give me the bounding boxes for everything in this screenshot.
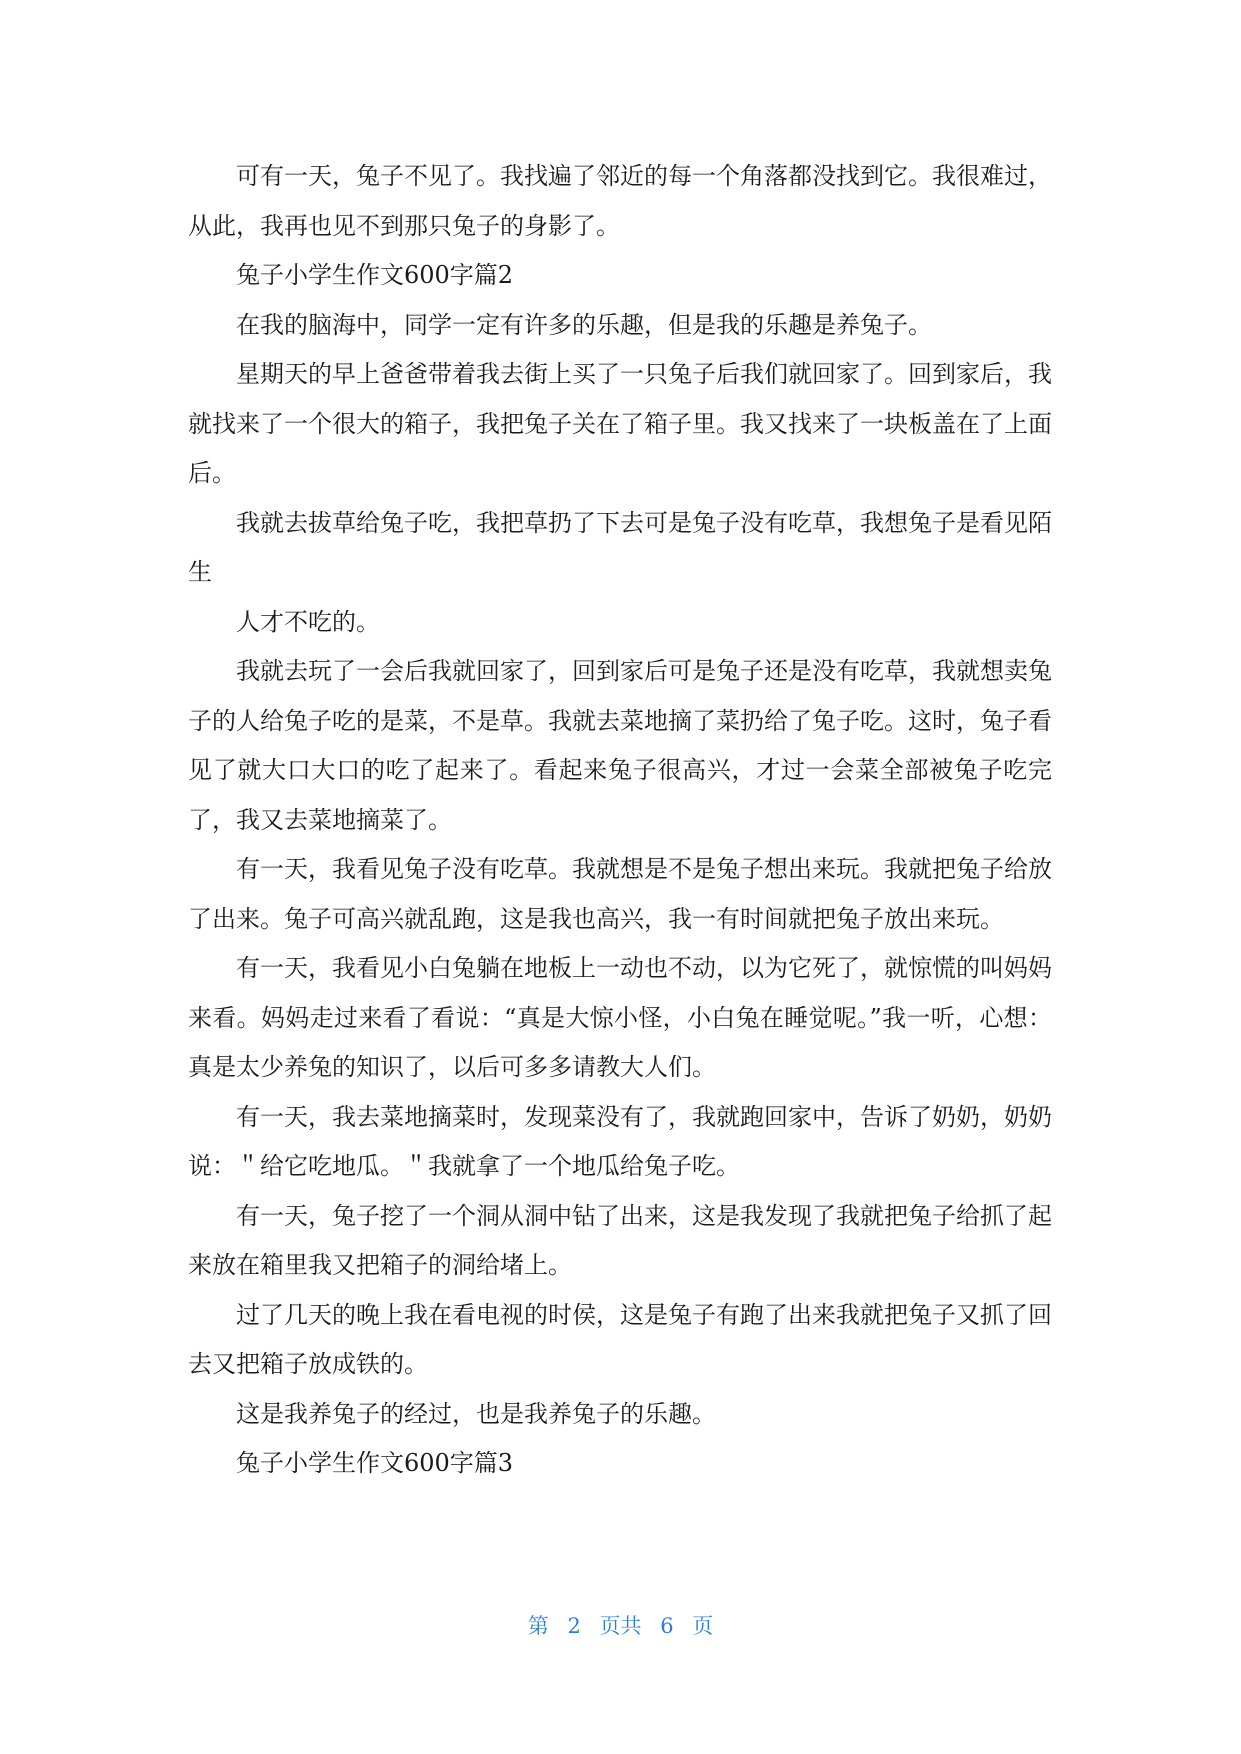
paragraph: 星期天的早上爸爸带着我去街上买了一只兔子后我们就回家了。回到家后，我就找来了一个很大的箱子，我把兔子关在了箱子里。我又找来了一块板盖在了上面后。 bbox=[188, 360, 1052, 487]
section-heading: 兔子小学生作文600字篇2 bbox=[236, 261, 514, 289]
paragraph: 我就去拔草给兔子吃，我把草扔了下去可是兔子没有吃草，我想兔子是看见陌生 bbox=[188, 508, 1052, 586]
footer-current-page: 2 bbox=[567, 1614, 581, 1638]
paragraph: 有一天，我去菜地摘菜时，发现菜没有了，我就跑回家中，告诉了奶奶，奶奶说：＂给它吃地瓜。＂我就拿了一个地瓜给兔子吃。 bbox=[188, 1102, 1052, 1180]
paragraph: 我就去玩了一会后我就回家了，回到家后可是兔子还是没有吃草，我就想卖兔子的人给兔子吃的是菜，不是草。我就去菜地摘了菜扔给了兔子吃。这时，兔子看见了就大口大口的吃了起来了。看起来兔子很高兴，才过一会菜全部被兔子吃完了，我又去菜地摘菜了。 bbox=[188, 657, 1052, 834]
footer-suffix: 页 bbox=[692, 1614, 714, 1638]
paragraph: 过了几天的晚上我在看电视的时侯，这是兔子有跑了出来我就把兔子又抓了回去又把箱子放成铁的。 bbox=[188, 1300, 1052, 1378]
section-heading: 兔子小学生作文600字篇3 bbox=[236, 1449, 514, 1477]
paragraph: 这是我养兔子的经过，也是我养兔子的乐趣。 bbox=[236, 1399, 716, 1428]
paragraph: 人才不吃的。 bbox=[236, 607, 380, 636]
paragraph: 有一天，我看见兔子没有吃草。我就想是不是兔子想出来玩。我就把兔子给放了出来。兔子可高兴就乱跑，这是我也高兴，我一有时间就把兔子放出来玩。 bbox=[188, 855, 1052, 933]
paragraph: 在我的脑海中，同学一定有许多的乐趣，但是我的乐趣是养兔子。 bbox=[236, 310, 932, 339]
page-footer bbox=[0, 1610, 1241, 1640]
paragraph: 有一天，兔子挖了一个洞从洞中钻了出来，这是我发现了我就把兔子给抓了起来放在箱里我又把箱子的洞给堵上。 bbox=[188, 1201, 1052, 1279]
paragraph: 可有一天，兔子不见了。我找遍了邻近的每一个角落都没找到它。我很难过，从此，我再也见不到那只兔子的身影了。 bbox=[188, 162, 1052, 240]
footer-middle: 页共 bbox=[599, 1614, 642, 1638]
paragraph: 有一天，我看见小白兔躺在地板上一动也不动，以为它死了，就惊慌的叫妈妈来看。妈妈走过来看了看说：“真是大惊小怪，小白兔在睡觉呢。”我一听，心想：真是太少养兔的知识了，以后可多多请教大人们。 bbox=[188, 954, 1052, 1081]
footer-prefix: 第 bbox=[527, 1614, 549, 1638]
document-body bbox=[188, 152, 1052, 1489]
footer-total-pages: 6 bbox=[660, 1614, 674, 1638]
